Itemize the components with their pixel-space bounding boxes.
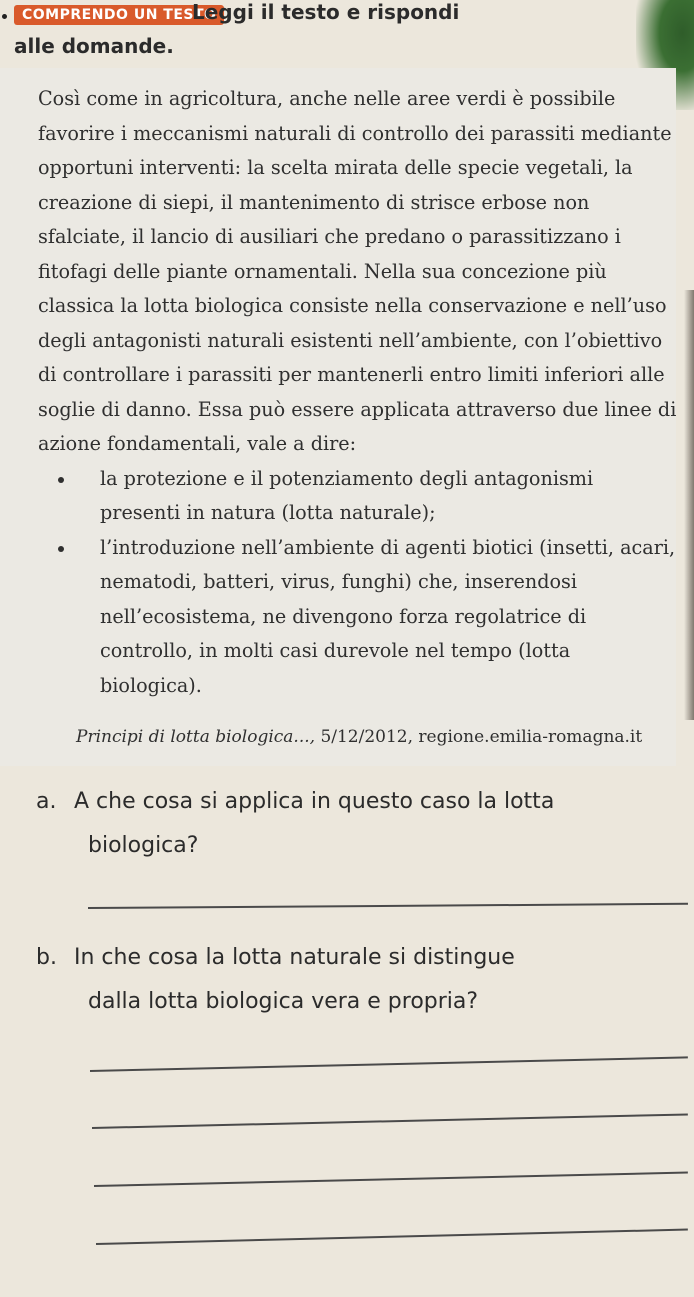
bullet-icon <box>58 546 64 552</box>
passage-paragraph: Così come in agricoltura, anche nelle aree verdi è possibile favorire i meccanismi naturali di controllo dei parassiti mediante opportuni interventi: la scelta mirata delle specie vegetali, la creazione di siepi, il mantenimento di strisce erbose non sfalciate, il lancio di ausiliari che predano o parassitizzano i fitofagi delle piante ornamentali. Nella sua concezione più classica la lotta biologica consiste nella conservazione e nell’uso degli antagonisti naturali esistenti nell’ambiente, con l’obiettivo di controllare i parassiti per mantenerli entro limiti inferiori alle soglie di danno. Essa può essere applicata attraverso due linee di azione fondamentali, vale a dire: <box>38 87 677 455</box>
bullet-text: l’introduzione nell’ambiente di agenti biotici (insetti, acari, nematodi, batteri, virus, funghi) che, inserendosi nell’ecosistema, ne divengono forza regolatrice di controllo, in molti casi durevole nel tempo (lotta biologica). <box>100 535 676 697</box>
bullet-dot-icon <box>2 14 7 19</box>
source-title: Principi di lotta biologica..., <box>76 727 316 747</box>
answer-line[interactable] <box>92 1113 688 1128</box>
source-citation <box>76 727 642 747</box>
question-letter: a. <box>36 789 57 814</box>
exercise-badge: COMPRENDO UN TESTO <box>14 5 224 25</box>
question-text-line-1: A che cosa si applica in questo caso la lotta <box>74 789 555 814</box>
question-text-line-2: biologica? <box>88 833 199 858</box>
page-edge-shadow <box>684 290 694 720</box>
source-details: 5/12/2012, regione.emilia-romagna.it <box>315 727 643 747</box>
question-text-line-2: dalla lotta biologica vera e propria? <box>88 989 479 1014</box>
bullet-icon <box>58 477 64 483</box>
bullet-list <box>38 462 678 704</box>
question-text-line-1: In che cosa la lotta naturale si distingue <box>74 945 515 970</box>
answer-line[interactable] <box>88 903 688 909</box>
question-a <box>36 780 666 868</box>
list-item <box>38 531 678 704</box>
list-item <box>38 462 678 531</box>
instruction-line-2: alle domande. <box>14 34 174 58</box>
answer-line[interactable] <box>90 1056 688 1071</box>
passage-text <box>38 82 678 703</box>
bullet-text: la protezione e il potenziamento degli antagonismi presenti in natura (lotta naturale); <box>100 466 594 524</box>
answer-line[interactable] <box>94 1172 688 1187</box>
instruction-line-1: Leggi il testo e rispondi <box>192 0 460 24</box>
question-b <box>36 936 666 1024</box>
question-letter: b. <box>36 945 57 970</box>
answer-line[interactable] <box>96 1229 688 1245</box>
